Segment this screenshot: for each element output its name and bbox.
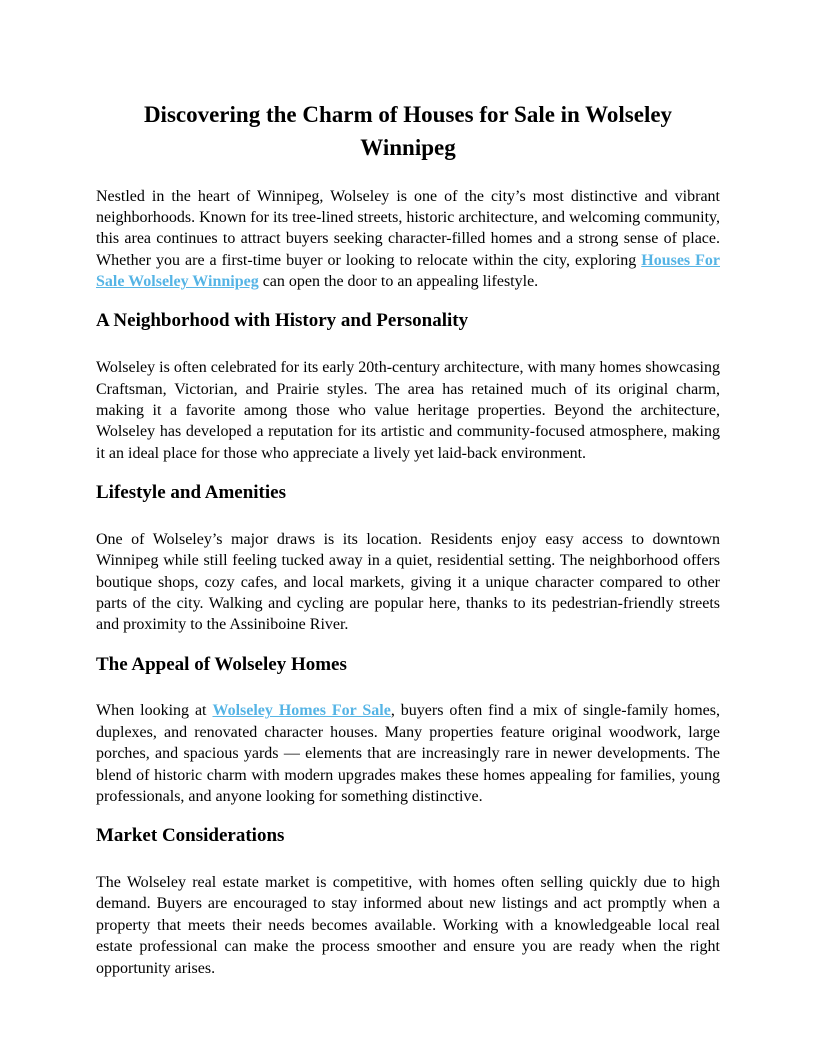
- appeal-text-after-link: , buyers often find a mix of single-family homes, duplexes, and renovated character houses. Many properties feature original woodwork, large porches, and spacious yards — elements that are increasingly rare in newer developments. The blend of historic charm with modern upgrades makes these homes appealing for families, young professionals, and anyone looking for something distinctive.: [96, 702, 721, 805]
- section-paragraph-neighborhood-history: Wolseley is often celebrated for its early 20th-century architecture, with many homes showcasing Craftsman, Victorian, and Prairie styles. The area has retained much of its original charm, making it a favorite among those who value heritage properties. Beyond the architecture, Wolseley has developed a reputation for its artistic and community-focused atmosphere, making it an ideal place for those who appreciate a lively yet laid-back environment.: [96, 359, 720, 462]
- intro-text-after-link: can open the door to an appealing lifestyle.: [258, 273, 539, 291]
- section-paragraph-lifestyle-amenities: One of Wolseley’s major draws is its location. Residents enjoy easy access to downtown Winnipeg while still feeling tucked away in a quiet, residential setting. The neighborhood offers boutique shops, cozy cafes, and local markets, giving it a unique character compared to other parts of the city. Walking and cycling are popular here, thanks to its pedestrian-friendly streets and proximity to the Assiniboine River.: [96, 530, 720, 634]
- page-title: Discovering the Charm of Houses for Sale in Wolseley Winnipeg: [143, 102, 673, 161]
- section-heading-appeal-wolseley-homes: The Appeal of Wolseley Homes: [96, 653, 347, 675]
- section-heading-market-considerations: Market Considerations: [96, 825, 285, 847]
- section-heading-neighborhood-history: A Neighborhood with History and Personality: [96, 310, 469, 332]
- link-wolseley-homes-for-sale[interactable]: Wolseley Homes For Sale: [212, 702, 391, 720]
- intro-paragraph: [96, 186, 720, 293]
- appeal-text-before-link: When looking at: [96, 702, 213, 720]
- link-houses-for-sale-wolseley-winnipeg[interactable]: Houses For Sale Wolseley Winnipeg: [96, 251, 720, 291]
- section-paragraph-market-considerations: The Wolseley real estate market is competitive, with homes often selling quickly due to high demand. Buyers are encouraged to stay informed about new listings and act promptly when a property that meets their needs becomes available. Working with a knowledgeable local real estate professional can make the process smoother and ensure you are ready when the right opportunity arises.: [96, 874, 720, 977]
- intro-text-before-link: Nestled in the heart of Winnipeg, Wolseley is one of the city’s most distinctive and vibrant neighborhoods. Known for its tree-lined streets, historic architecture, and welcoming community, this area continues to attract buyers seeking character-filled homes and a strong sense of place. Whether you are a first-time buyer or looking to relocate within the city, exploring: [96, 187, 720, 269]
- section-heading-lifestyle-amenities: Lifestyle and Amenities: [96, 482, 286, 504]
- section-paragraph-appeal-wolseley-homes: [96, 700, 720, 807]
